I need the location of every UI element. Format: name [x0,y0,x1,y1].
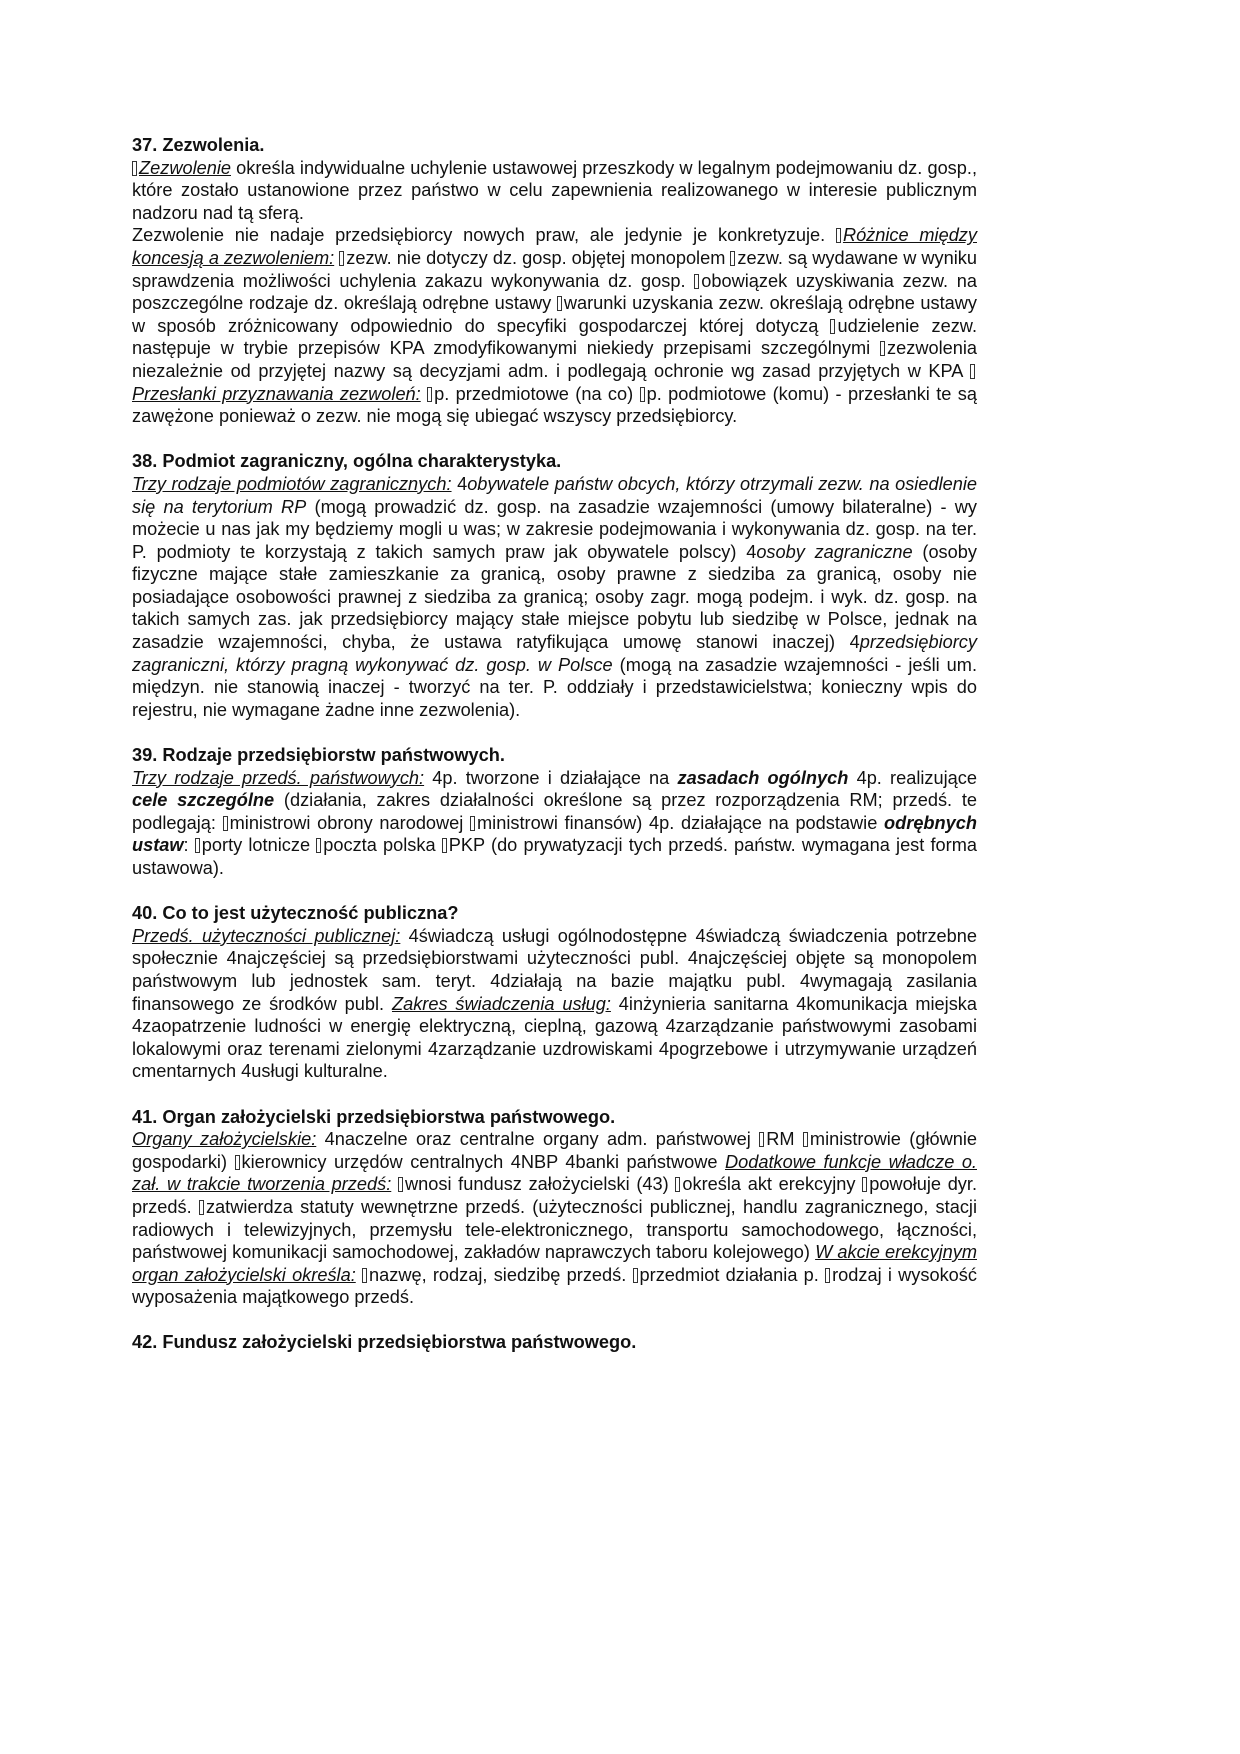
section-41 [132,1106,977,1309]
bullet-box-icon [199,1200,204,1215]
text-run: 4świadczą usługi ogólnodostępne 4świadczą świadczenia potrzebne społecznie 4najczęściej są przedsiębiorstwami użyteczności publ. 4najczęściej objęte są monopolem państwowym lub jednostek sam. teryt. 4działają na bazie majątku publ. 4wymagają zasilania finansowego ze środków publ. [132,925,977,1014]
emphasized-term: zasadach ogólnych [677,767,849,788]
text-run: 4p. realizujące [848,767,977,788]
section-heading: 41. Organ założycielski przedsiębiorstwa państwowego. [132,1106,616,1127]
bullet-box-icon [880,341,885,356]
underlined-term: Przedś. użyteczności publicznej: [132,925,401,946]
paragraph [132,767,977,880]
bullet-box-icon [970,364,975,379]
underlined-term: Trzy rodzaje przedś. państwowych: [132,767,425,788]
bullet-box-icon [557,296,562,311]
paragraph [132,925,977,1083]
bullet-box-icon [759,1132,764,1147]
text-run: (osoby fizyczne mające stałe zamieszkanie za granicą, osoby prawne z siedziba za granicą, osoby nie posiadające osobowości prawnej z siedziba za granicą; osoby zagr. mogą podejm. i wyk. dz. gosp. na takich samych zas. jak przedsiębiorcy mający stałe miejsce pobytu lub siedzibę w Polsce, jednak na zasadzie wzajemności, chyba, że ustawa ratyfikująca umowę stanowi inaczej) 4 [132,541,977,653]
section-38 [132,450,977,721]
section-37 [132,134,977,428]
text-run: (mogą na zasadzie wzajemności - jeśli um. międzyn. nie stanowią inaczej - tworzyć na ter. P. oddziały i przedstawicielstwa; konieczny wpis do rejestru, nie wymagane żadne inne zezwolenia). [132,654,977,720]
text-run: zezwolenia niezależnie od przyjętej nazwy są decyzjami adm. i podlegają ochronie wg zasad przyjętych w KPA [132,338,977,381]
bullet-box-icon [836,228,841,243]
bullet-box-icon [633,1268,638,1283]
bullet-box-icon [235,1155,240,1170]
text-run: PKP (do prywatyzacji tych przedś. państw. wymagana jest forma ustawowa). [132,835,977,878]
section-heading: 42. Fundusz założycielski przedsiębiorstwa państwowego. [132,1332,637,1353]
bullet-box-icon [442,838,447,853]
text-run: : [183,835,195,856]
bullet-box-icon [730,251,735,266]
underlined-term: W akcie erekcyjnym organ założycielski określa: [132,1242,977,1285]
paragraph [132,473,977,722]
paragraph [132,224,977,427]
text-run: zatwierdza statuty wewnętrzne przedś. (użyteczności publicznej, handlu zagranicznego, stacji radiowych i telewizyjnych, przemysłu tele-elektronicznego, transportu samochodowego, łączności, państwowej komunikacji samochodowej, zakładów naprawczych taboru kolejowego) [132,1196,977,1263]
text-run: 4p. tworzone i działające na [424,767,678,788]
bullet-box-icon [427,387,432,402]
paragraph [132,1128,977,1309]
section-heading: 38. Podmiot zagraniczny, ogólna charakterystyka. [132,451,562,472]
bullet-box-icon [825,1268,830,1283]
bullet-box-icon [803,1132,808,1147]
text-run: wnosi fundusz założycielski (43) [404,1174,676,1195]
text-run: 4naczelne oraz centralne organy adm. państwowej [316,1129,760,1150]
text-run: ministrowie (głównie gospodarki) [132,1129,978,1172]
bullet-box-icon [862,1177,867,1192]
underlined-term: Zakres świadczenia usług: [391,993,611,1014]
emphasized-term: obywatele państw obcych, którzy otrzymali zezw. na osiedlenie się na terytorium RP [132,473,978,517]
bullet-box-icon [223,816,228,831]
text-run: rodzaj i wysokość wyposażenia majątkowego przedś. [132,1264,977,1308]
text-run: RM [766,1129,803,1150]
bullet-box-icon [362,1268,367,1283]
section-42 [132,1331,977,1354]
text-run: ministrowi obrony narodowej [229,812,471,833]
bullet-box-icon [640,387,645,402]
text-run: obowiązek uzyskiwania zezw. na poszczególne rodzaje dz. określają odrębne ustawy [132,270,977,314]
bullet-box-icon [694,274,699,289]
text-run: porty lotnicze [201,835,317,856]
underlined-term: Organy założycielskie: [132,1129,317,1150]
text-run: p. podmiotowe (komu) - przesłanki te są zawężone ponieważ o zezw. nie mogą się ubiegać wszyscy przedsiębiorcy. [132,383,977,427]
text-run: udzielenie zezw. następuje w trybie przepisów KPA zmodyfikowanymi niekiedy przepisami szczególnymi [132,315,977,359]
text-run: ministrowi finansów) 4p. działające na podstawie [477,812,885,833]
bullet-box-icon [398,1177,403,1192]
underlined-term: Przesłanki przyznawania zezwoleń: [132,383,421,404]
text-run: określa akt erekcyjny [682,1174,863,1195]
emphasized-term: osoby zagraniczne [756,541,913,562]
text-run: określa indywidualne uchylenie ustawowej przeszkody w legalnym podejmowaniu dz. gosp., które zostało ustanowione przez państwo w celu zapewnienia realizowanego w interesie publicznym nadzoru nad tą sferą. [132,157,977,223]
document-page [132,134,977,1377]
text-run: powołuje dyr. przedś. [132,1174,978,1217]
emphasized-term: odrębnych ustaw [132,812,977,856]
bullet-box-icon [470,816,475,831]
text-run: zezw. nie dotyczy dz. gosp. objętej monopolem [346,247,731,268]
underlined-term: Różnice między koncesją a zezwoleniem: [132,225,977,268]
text-run: kierownicy urzędów centralnych 4NBP 4banki państwowe [241,1151,725,1172]
section-heading: 39. Rodzaje przedsiębiorstw państwowych. [132,745,505,766]
text-run: poczta polska [323,835,442,856]
emphasized-term: cele szczególne [132,790,275,811]
text-run [391,1174,398,1194]
text-run: Zezwolenie nie nadaje przedsiębiorcy nowych praw, ale jedynie je konkretyzuje. [132,225,836,246]
text-run: przedmiot działania p. [639,1264,826,1285]
underlined-term: Dodatkowe funkcje władcze o. zał. w trakcie tworzenia przedś: [132,1151,977,1195]
bullet-box-icon [132,161,137,176]
bullet-box-icon [316,838,321,853]
text-run: (mogą prowadzić dz. gosp. na zasadzie wzajemności (umowy bilateralne) - wy możecie u nas jak my będziemy mogli u was; w zakresie podejmowania i wykonywania dz. gosp. na ter. P. podmioty te korzystają z takich samych praw jak obywatele polscy) 4 [132,496,977,562]
bullet-box-icon [339,251,344,266]
section-40 [132,902,977,1083]
bullet-box-icon [675,1177,680,1192]
bullet-box-icon [195,838,200,853]
emphasized-term: przedsiębiorcy zagraniczni, którzy pragną wykonywać dz. gosp. w Polsce [132,632,977,675]
text-run: p. przedmiotowe (na co) [434,383,640,404]
section-heading: 40. Co to jest użyteczność publiczna? [132,903,459,924]
underlined-term: Trzy rodzaje podmiotów zagranicznych: [132,473,452,494]
text-run: nazwę, rodzaj, siedzibę przedś. [369,1264,633,1285]
section-heading: 37. Zezwolenia. [132,135,265,155]
text-run: 4inżynieria sanitarna 4komunikacja miejska 4zaopatrzenie ludności w energię elektryczną, cieplną, gazową 4zarządzanie państwowymi zasobami lokalowymi oraz terenami zielonymi 4zarządzanie uzdrowiskami 4pogrzebowe i utrzymywanie urządzeń cmentarnych 4usługi kulturalne. [132,993,978,1082]
text-run: (działania, zakres działalności określone są przez rozporządzenia RM; przedś. te podlegają: [132,790,977,833]
text-run: warunki uzyskania zezw. określają odrębne ustawy w sposób zróżnicowany odpowiednio do specyfiki gospodarczej której dotyczą [132,293,978,336]
text-run: zezw. są wydawane w wyniku sprawdzenia możliwości uchylenia zakazu wykonywania dz. gosp. [132,247,977,291]
section-39 [132,744,977,880]
paragraph [132,157,977,225]
underlined-term: Zezwolenie [139,157,231,178]
text-run: 4 [451,473,468,494]
bullet-box-icon [830,319,835,334]
